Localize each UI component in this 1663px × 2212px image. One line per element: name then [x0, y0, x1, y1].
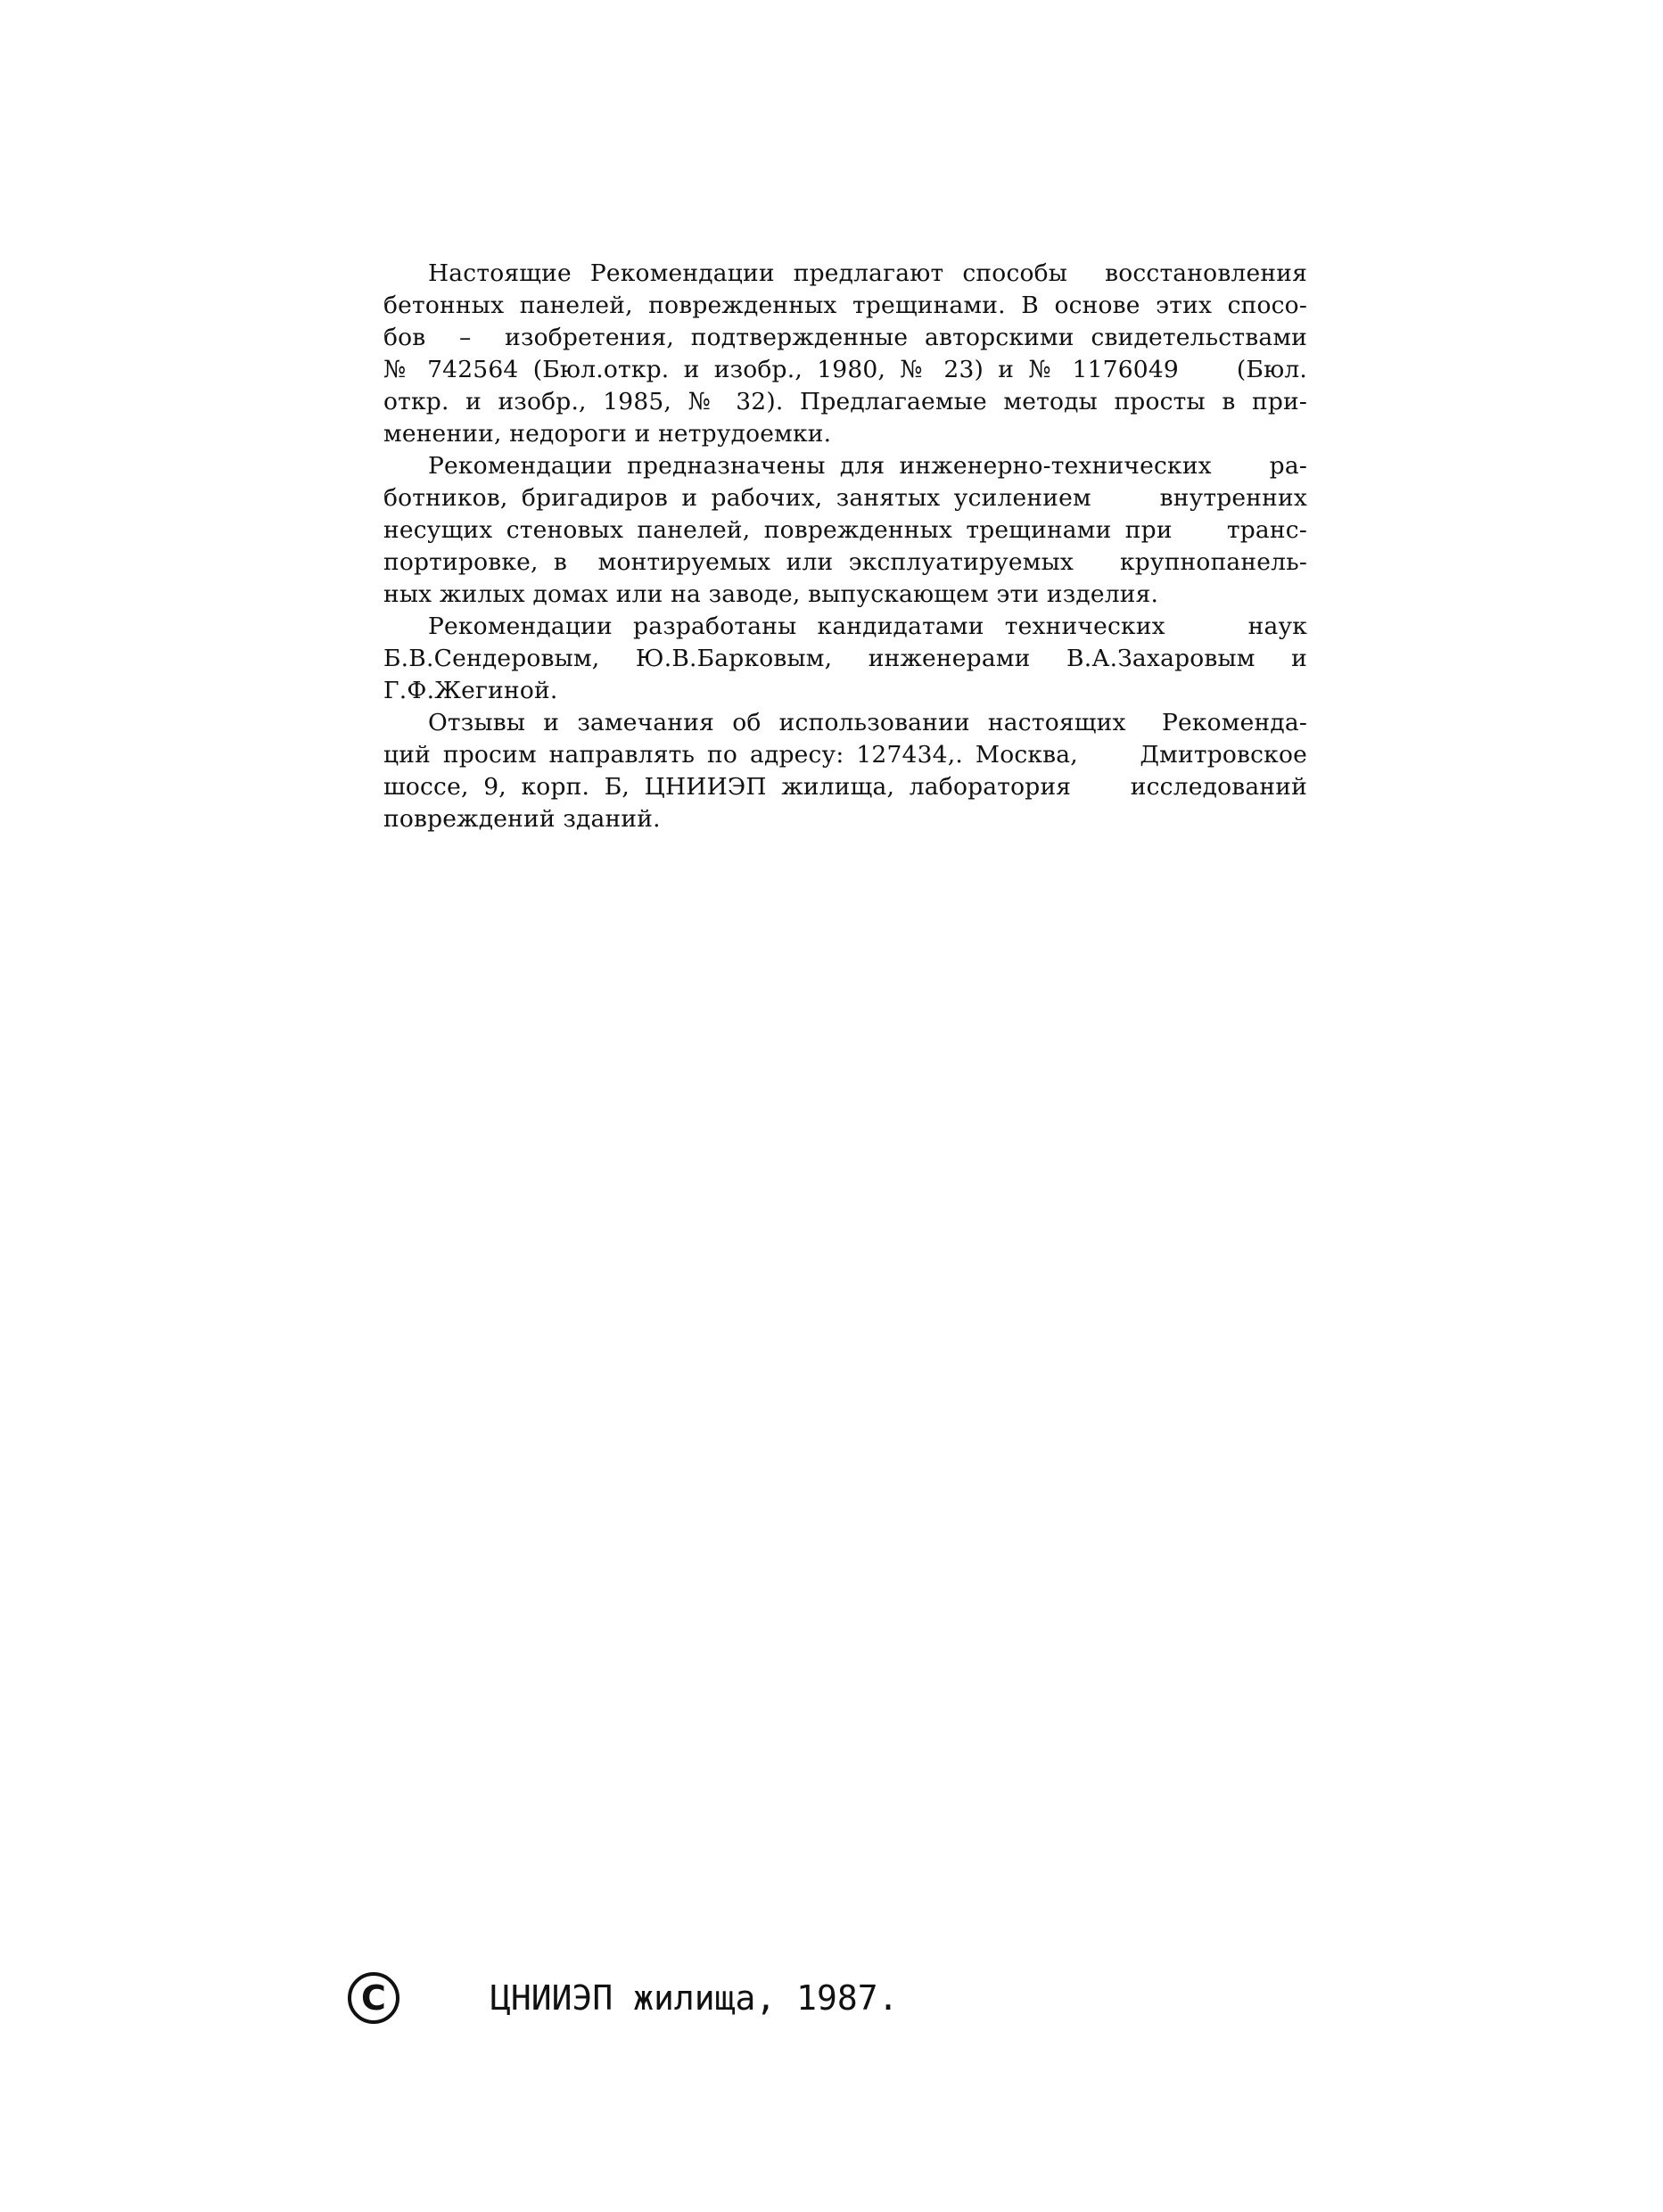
paragraph-audience [383, 450, 1307, 611]
text-line: шоссе, 9, корп. Б, ЦНИИЭП жилища, лаборатория исследований [383, 773, 1307, 801]
paragraph-intro [383, 258, 1307, 450]
text-line: повреждений зданий. [383, 805, 661, 833]
text-line: Б.В.Сендеровым, Ю.В.Барковым, инженерами В.А.Захаровым и [383, 645, 1307, 672]
text-line: Рекомендации предназначены для инженерно-технических ра- [428, 452, 1307, 480]
paragraph-authors [383, 611, 1307, 707]
text-line: Отзывы и замечания об использовании настоящих Рекоменда- [428, 709, 1307, 736]
text-line: Г.Ф.Жегиной. [383, 677, 558, 704]
text-line: ций просим направлять по адресу: 127434,. Москва, Дмитровское [383, 741, 1307, 769]
copyright-text: ЦНИИЭП жилища, 1987. [490, 1978, 899, 2018]
text-line: Настоящие Рекомендации предлагают способы восстановления [428, 259, 1307, 287]
text-line: откр. и изобр., 1985, № 32). Предлагаемые методы просты в при- [383, 388, 1307, 415]
text-line: несущих стеновых панелей, поврежденных трещинами при транс- [383, 516, 1307, 544]
text-line: ботников, бригадиров и рабочих, занятых усилением внутренних [383, 484, 1307, 512]
text-line: бов – изобретения, подтвержденные авторскими свидетельствами [383, 324, 1307, 351]
copyright-notice [348, 1972, 1061, 2035]
text-line: бетонных панелей, поврежденных трещинами. В основе этих спосо- [383, 292, 1307, 319]
text-line: портировке, в монтируемых или эксплуатируемых крупнопанель- [383, 548, 1307, 576]
text-line: ных жилых домах или на заводе, выпускающем эти изделия. [383, 580, 1159, 608]
body-text [383, 258, 1307, 835]
text-line: менении, недороги и нетрудоемки. [383, 420, 832, 448]
text-line: № 742564 (Бюл.откр. и изобр., 1980, № 23) и № 1176049 (Бюл. [383, 356, 1307, 383]
text-line: Рекомендации разработаны кандидатами технических наук [428, 613, 1307, 640]
copyright-icon: C [348, 1972, 399, 2024]
paragraph-feedback [383, 707, 1307, 835]
